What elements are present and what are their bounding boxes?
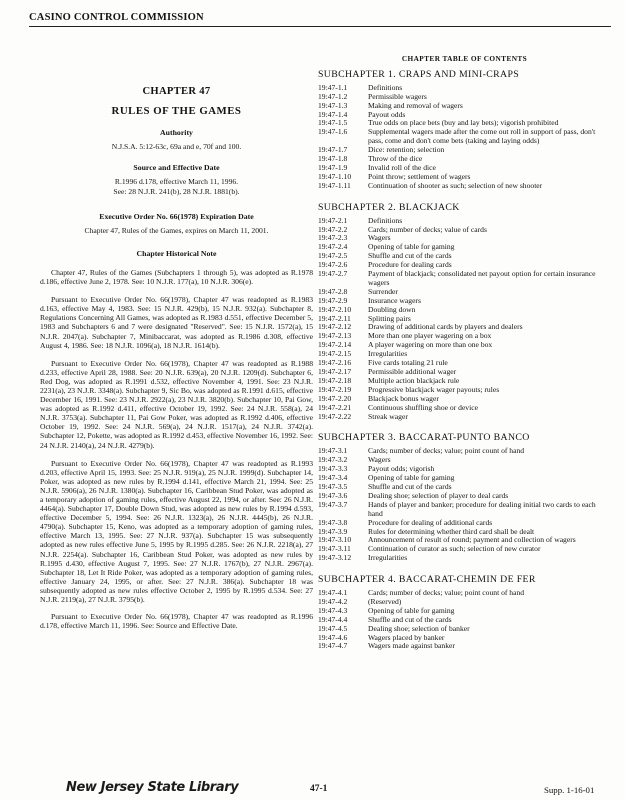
section-number: 19:47-2.4	[318, 242, 348, 252]
historical-paragraph: Pursuant to Executive Order No. 66(1978), Chapter 47 was readopted as R.1983 d.163, effective May 4, 1983. See: 15 N.J.R. 429(b), 15 N.J.R. 932(a). Subchapter 8, Regulations Concerning All Games, was adopted as R.1983 d.551, effective December 5, 1983 and Subchapters 6 and 7 were designated "Reserved". See: 15 N.J.R. 1572(a), 15 N.J.R. 2047(a). Subchapter 7, Minibaccarat, was adopted as R.1986 d.308, effective August 4, 1986. See: 18 N.J.R. 1096(a), 18 N.J.R. 1614(b).	[40, 295, 313, 350]
library-logo: New Jersey State Library	[66, 780, 239, 795]
section-title: Shuffle and cut of the cards	[368, 251, 452, 261]
toc-entry	[318, 413, 611, 422]
subchapter-heading: SUBCHAPTER 2. BLACKJACK	[318, 201, 460, 213]
expiration-text: Chapter 47, Rules of the Games, expires on March 11, 2001.	[84, 225, 269, 235]
section-number: 19:47-1.6	[318, 127, 348, 137]
section-title: Permissible additional wager	[368, 367, 457, 376]
section-title: Dealing shoe; selection of banker	[368, 623, 470, 633]
section-number: 19:47-2.2	[318, 224, 348, 234]
section-title: Procedure for dealing of additional cards	[368, 517, 493, 527]
section-number: 19:47-1.4	[318, 109, 348, 119]
section-number: 19:47-3.5	[318, 481, 348, 491]
section-number: 19:47-2.16	[318, 358, 352, 368]
section-title: Payout odds	[368, 109, 406, 119]
toc-entry	[318, 607, 611, 616]
section-title: (Reserved)	[368, 596, 402, 606]
section-number: 19:47-4.4	[318, 614, 348, 624]
section-title: Announcement of result of round; payment and collection of wagers	[368, 535, 576, 545]
section-number: 19:47-3.2	[318, 455, 348, 465]
section-number: 19:47-2.15	[318, 349, 352, 359]
section-title: Throw of the dice	[368, 154, 423, 164]
section-title: Procedure for dealing cards	[368, 260, 452, 270]
section-number: 19:47-4.3	[318, 605, 348, 615]
toc-entry	[318, 84, 611, 93]
section-title: Drawing of additional cards by players and dealers	[368, 322, 523, 332]
section-number: 19:47-4.1	[318, 588, 348, 598]
section-number: 19:47-2.14	[318, 340, 352, 350]
section-title: Continuation of curator as such; selection of new curator	[368, 544, 541, 554]
section-title: Doubling down	[368, 304, 416, 314]
subchapter-heading: SUBCHAPTER 1. CRAPS AND MINI-CRAPS	[318, 68, 520, 80]
section-title: Shuffle and cut of the cards	[368, 481, 452, 491]
section-title: Wagers	[368, 233, 391, 243]
section-title: Hands of player and banker; procedure for dealing initial two cards to each hand	[368, 499, 596, 518]
toc-body	[318, 68, 611, 651]
section-number: 19:47-2.3	[318, 233, 348, 243]
section-title: Multiple action blackjack rule	[368, 375, 460, 385]
section-title: Streak wager	[368, 411, 408, 421]
section-title: Continuous shuffling shoe or device	[368, 402, 478, 412]
toc-entry	[318, 501, 611, 519]
section-number: 19:47-2.6	[318, 260, 348, 270]
section-number: 19:47-1.7	[318, 145, 348, 155]
section-title: Point throw; settlement of wagers	[368, 171, 471, 181]
toc-entry	[318, 146, 611, 155]
toc-title: CHAPTER TABLE OF CONTENTS	[401, 54, 528, 63]
section-number: 19:47-1.1	[318, 82, 348, 92]
section-number: 19:47-2.10	[318, 304, 352, 314]
toc-entry	[318, 634, 611, 643]
toc-entry	[318, 465, 611, 474]
section-title: Splitting pairs	[368, 313, 411, 323]
section-number: 19:47-4.6	[318, 632, 348, 642]
section-title: Cards; number of decks; value; point count of hand	[368, 588, 525, 598]
left-column	[40, 46, 313, 630]
toc-entry	[318, 297, 611, 306]
section-number: 19:47-4.2	[318, 596, 348, 606]
section-number: 19:47-1.2	[318, 91, 348, 101]
section-number: 19:47-2.13	[318, 331, 352, 341]
section-title: Five cards totaling 21 rule	[368, 358, 448, 368]
expiration-heading: Executive Order No. 66(1978) Expiration Date	[99, 211, 254, 221]
toc-entry	[318, 102, 611, 111]
toc-entry	[318, 359, 611, 368]
toc-entry	[318, 243, 611, 252]
section-title: Surrender	[368, 286, 398, 296]
chapter-number: CHAPTER 47	[142, 86, 211, 97]
section-number: 19:47-2.12	[318, 322, 352, 332]
toc-entry	[318, 226, 611, 235]
supplement-date: Supp. 1-16-01	[544, 785, 595, 795]
section-title: Supplemental wagers made after the come out roll in support of pass, don't pass, come and don't come bets (taking and laying odds)	[368, 127, 596, 146]
section-number: 19:47-4.5	[318, 623, 348, 633]
section-title: Payment of blackjack; consolidated net payout option for certain insurance wagers	[368, 269, 596, 287]
historical-note-heading: Chapter Historical Note	[136, 248, 217, 258]
section-title: Making and removal of wagers	[368, 100, 463, 110]
section-number: 19:47-3.4	[318, 473, 348, 483]
section-title: Irregularities	[368, 553, 408, 563]
section-number: 19:47-2.9	[318, 295, 348, 305]
section-number: 19:47-3.9	[318, 526, 348, 536]
historical-paragraph: Pursuant to Executive Order No. 66(1978), Chapter 47 was readopted as R.1993 d.203, effective April 15, 1993. See: 25 N.J.R. 919(a), 25 N.J.R. 1999(d). Subchapter 14, Poker, was adopted as new rules by R.1994 d.141, effective March 21, 1994. See: 25 N.J.R. 5906(a), 26 N.J.R. 1380(a). Subchapter 16, Caribbean Stud Poker, was adopted as a temporary adoption of gaming rules, effective August 22, 1994, or after. See: 26 N.J.R. 4464(a). Subchapter 17, Double Down Stud, was adopted as new rules by R.1994 d.593, effective December 5, 1994. See: 26 N.J.R. 1323(a), 26 N.J.R. 4445(b), 26 N.J.R. 4790(a). Subchapter 15, Keno, was adopted as a temporary adoption of gaming rules, effective March 13, 1995. See: 27 N.J.R. 937(a). Subchapter 15 was subsequently adopted as new rules effective June 5, 1995 by R.1995 d.285. See: 26 N.J.R. 2218(a), 27 N.J.R. 2254(a). Subchapter 16, Caribbean Stud Poker, was adopted as new rules by R.1995 d.430, effective August 7, 1995. See: 27 N.J.R. 1767(b), 27 N.J.R. 2967(a). Subchapter 18, Let It Ride Poker, was adopted as a temporary adoption of gaming rules, effective January 24, 1995, or after. See: 27 N.J.R. 386(a). Subchapter 18 was subsequently adopted as new rules effective October 2, 1995 by R.1995 d.534. See: 27 N.J.R. 2119(a), 27 N.J.R. 3795(b).	[40, 458, 313, 605]
section-title: Insurance wagers	[368, 295, 421, 305]
toc-entry	[318, 270, 611, 288]
section-number: 19:47-3.6	[318, 490, 348, 500]
section-title: Opening of table for gaming	[368, 242, 455, 252]
authority-heading: Authority	[160, 128, 193, 138]
section-title: More than one player wagering on a box	[368, 331, 492, 341]
section-number: 19:47-3.12	[318, 553, 352, 563]
section-number: 19:47-3.10	[318, 535, 352, 545]
section-number: 19:47-1.3	[318, 100, 348, 110]
section-title: Permissible wagers	[368, 91, 427, 101]
section-number: 19:47-3.8	[318, 517, 348, 527]
section-title: Progressive blackjack wager payouts; rules	[368, 384, 500, 394]
section-number: 19:47-2.17	[318, 367, 352, 376]
section-number: 19:47-2.21	[318, 402, 352, 412]
section-number: 19:47-4.7	[318, 641, 348, 651]
section-number: 19:47-1.5	[318, 118, 348, 128]
section-title: Irregularities	[368, 349, 408, 359]
toc-entry	[318, 589, 611, 598]
section-title: A player wagering on more than one box	[368, 340, 493, 350]
section-title: Blackjack bonus wager	[368, 393, 439, 403]
section-number: 19:47-2.19	[318, 384, 352, 394]
section-number: 19:47-2.20	[318, 393, 352, 403]
section-title: True odds on place bets (buy and lay bets); vigorish prohibited	[368, 118, 559, 128]
source-heading: Source and Effective Date	[133, 163, 220, 173]
source-line: See: 28 N.J.R. 241(b), 28 N.J.R. 1881(b).	[113, 186, 240, 196]
toc-entry	[318, 368, 611, 377]
toc-entry	[318, 128, 611, 146]
section-title: Cards; number of decks; value of cards	[368, 224, 487, 234]
section-number: 19:47-2.18	[318, 375, 352, 385]
toc-entry	[318, 625, 611, 634]
toc-entry	[318, 386, 611, 395]
section-number: 19:47-1.11	[318, 180, 351, 190]
source-line: R.1996 d.178, effective March 11, 1996.	[114, 177, 239, 187]
authority-text: N.J.S.A. 5:12-63c, 69a and e, 70f and 100.	[111, 142, 242, 152]
running-head: CASINO CONTROL COMMISSION	[29, 12, 204, 23]
subchapter-heading: SUBCHAPTER 4. BACCARAT-CHEMIN DE FER	[318, 574, 536, 586]
section-number: 19:47-1.8	[318, 154, 348, 164]
toc-entry	[318, 642, 611, 651]
toc-entry	[318, 182, 611, 191]
toc-entry	[318, 456, 611, 465]
section-title: Opening of table for gaming	[368, 473, 455, 483]
toc-entry	[318, 306, 611, 315]
section-number: 19:47-1.9	[318, 162, 348, 172]
toc-entry	[318, 93, 611, 102]
section-title: Wagers placed by banker	[368, 632, 445, 642]
historical-paragraph: Pursuant to Executive Order No. 66(1978), Chapter 47 was readopted as R.1996 d.178, effective March 11, 1996. See: Source and Effective Date.	[40, 612, 313, 631]
section-number: 19:47-3.7	[318, 499, 348, 509]
section-title: Wagers made against banker	[368, 641, 455, 651]
section-title: Cards; number of decks; value; point count of hand	[368, 446, 525, 456]
toc-entry	[318, 598, 611, 607]
section-title: Definitions	[368, 215, 403, 225]
toc-entry	[318, 155, 611, 164]
historical-paragraph: Pursuant to Executive Order No. 66(1978), Chapter 47 was readopted as R.1988 d.233, effective April 28, 1988. See: 20 N.J.R. 639(a), 20 N.J.R. 1209(d). Subchapter 6, Red Dog, was adopted as R.1991 d.532, effective November 4, 1991. See: 23 N.J.R. 2231(a), 23 N.J.R. 3348(a). Subchapter 9, Sic Bo, was adopted as R.1991 d.615, effective December 16, 1991. See: 23 N.J.R. 2922(a), 23 N.J.R. 3820(b). Subchapter 10, Pai Gow, was adopted as R.1992 d.411, effective October 19, 1992. See: 24 N.J.R. 558(a), 24 N.J.R. 3753(a). Subchapter 11, Pai Gow Poker, was adopted as R.1992 d.406, effective October 19, 1992. See: 24 N.J.R. 569(a), 24 N.J.R. 1517(a), 24 N.J.R. 3742(a). Subchapter 12, Pokette, was adopted as R.1992 d.453, effective November 16, 1992. See: 24 N.J.R. 2140(a), 24 N.J.R. 4279(b).	[40, 358, 313, 450]
section-number: 19:47-2.5	[318, 251, 348, 261]
source-text	[40, 177, 313, 195]
historical-paragraph: Chapter 47, Rules of the Games (Subchapters 1 through 5), was adopted as R.1978 d.186, effective June 2, 1978. See: 10 N.J.R. 177(a), 10 N.J.R. 306(e).	[40, 267, 313, 287]
toc-entry	[318, 350, 611, 359]
page-number: 47-1	[310, 784, 328, 794]
section-title: Payout odds; vigorish	[368, 464, 435, 474]
table-of-contents	[318, 46, 611, 651]
toc-entry	[318, 341, 611, 350]
section-number: 19:47-1.10	[318, 171, 352, 181]
subchapter-heading: SUBCHAPTER 3. BACCARAT-PUNTO BANCO	[318, 432, 530, 444]
section-title: Opening of table for gaming	[368, 605, 455, 615]
section-title: Wagers	[368, 455, 391, 465]
header-rule	[29, 26, 611, 27]
toc-entry	[318, 447, 611, 456]
section-title: Rules for determining whether third card shall be dealt	[368, 526, 535, 536]
section-title: Continuation of shooter as such; selection of new shooter	[368, 180, 543, 190]
section-number: 19:47-3.11	[318, 544, 351, 554]
section-number: 19:47-3.1	[318, 446, 348, 456]
section-number: 19:47-2.8	[318, 286, 348, 296]
section-number: 19:47-2.7	[318, 269, 348, 279]
section-title: Dealing shoe; selection of player to deal cards	[368, 490, 509, 500]
section-number: 19:47-2.22	[318, 411, 352, 421]
section-number: 19:47-2.1	[318, 215, 348, 225]
toc-entry	[318, 474, 611, 483]
section-title: Dice: retention; selection	[368, 145, 445, 155]
section-title: Shuffle and cut of the cards	[368, 614, 452, 624]
chapter-title: RULES OF THE GAMES	[111, 105, 242, 118]
toc-entry	[318, 404, 611, 413]
section-title: Definitions	[368, 82, 403, 92]
toc-entry	[318, 554, 611, 563]
toc-entry	[318, 288, 611, 297]
toc-entry	[318, 234, 611, 243]
toc-entry	[318, 545, 611, 554]
section-number: 19:47-2.11	[318, 313, 351, 323]
section-number: 19:47-3.3	[318, 464, 348, 474]
toc-entry	[318, 252, 611, 261]
section-title: Invalid roll of the dice	[368, 162, 436, 172]
